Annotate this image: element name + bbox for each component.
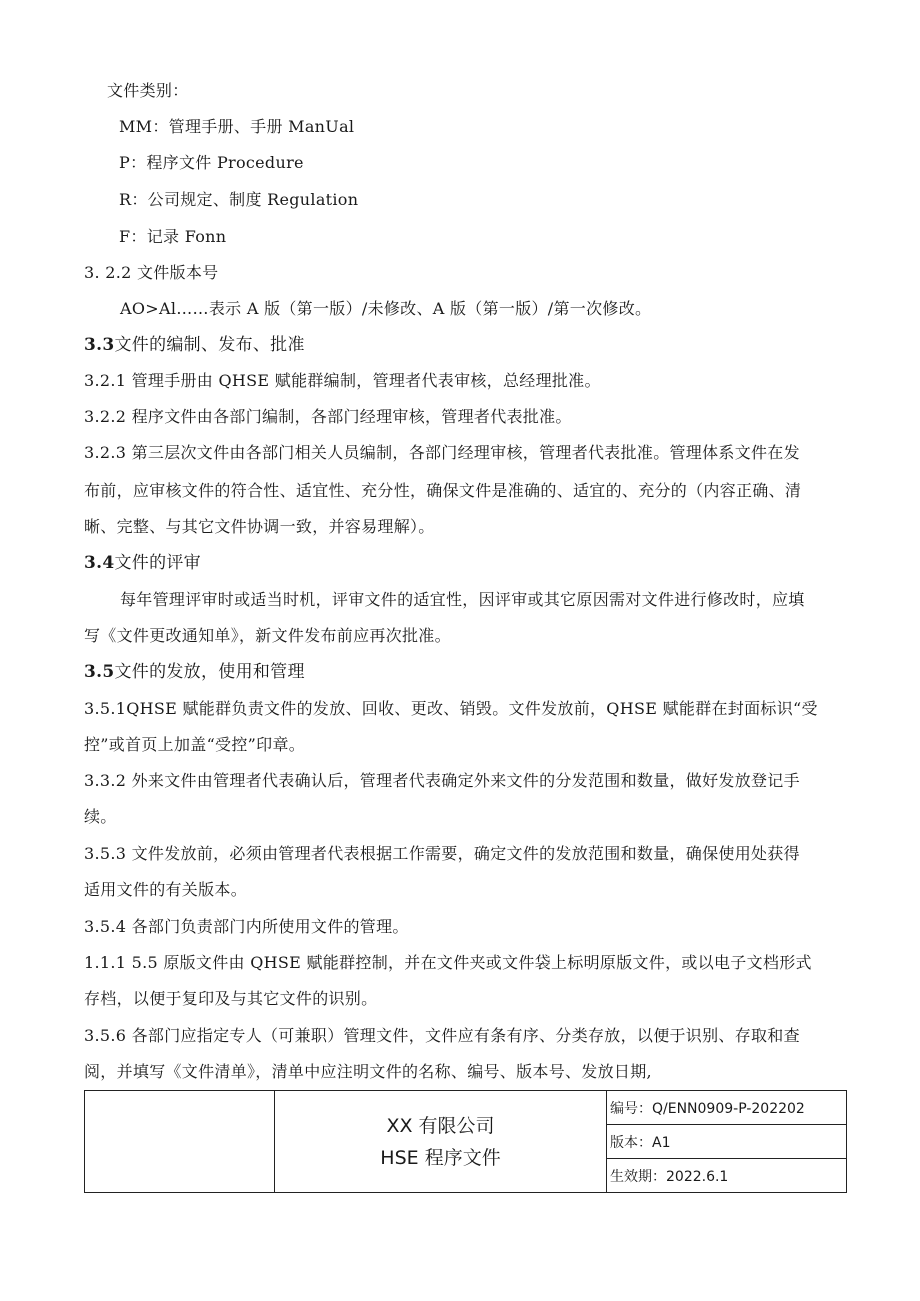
document-version: 版本：A1 — [607, 1125, 847, 1159]
para-3-2-3-line2: 布前，应审核文件的符合性、适宜性、充分性，确保文件是准确的、适宜的、充分的（内容正确、清 — [84, 481, 802, 500]
heading-number: 3.4 — [84, 553, 115, 573]
document-footer-table — [84, 1090, 847, 1193]
category-r: R：公司规定、制度 Regulation — [119, 190, 359, 209]
document-type: HSE 程序文件 — [380, 1146, 501, 1169]
category-p: P：程序文件 Procedure — [119, 153, 304, 172]
para-3-5-3-line1: 3.5.3 文件发放前，必须由管理者代表根据工作需要，确定文件的发放范围和数量，确保使用处获得 — [84, 844, 800, 863]
version-rule: AO>Al……表示 A 版（第一版）/未修改、A 版（第一版）/第一次修改。 — [120, 299, 652, 318]
document-number: 编号：Q/ENN0909-P-202202 — [607, 1091, 847, 1125]
para-3-5-6-line2: 阅，并填写《文件清单》，清单中应注明文件的名称、编号、版本号、发放日期, — [84, 1062, 652, 1081]
para-5-5-line2: 存档，以便于复印及与其它文件的识别。 — [84, 989, 378, 1008]
review-line2: 写《文件更改通知单》，新文件发布前应再次批准。 — [84, 626, 451, 645]
heading-text: 文件的编制、发布、批准 — [114, 335, 305, 355]
category-f: F：记录 Fonn — [119, 227, 227, 246]
heading-3-4 — [84, 553, 840, 573]
para-3-2-3-line1: 3.2.3 第三层次文件由各部门相关人员编制，各部门经理审核，管理者代表批准。管理体系文件在发 — [84, 443, 800, 462]
para-3-5-3-line2: 适用文件的有关版本。 — [84, 880, 248, 899]
para-3-5-6-line1: 3.5.6 各部门应指定专人（可兼职）管理文件，文件应有条有序、分类存放，以便于识别、存取和查 — [84, 1026, 800, 1045]
category-label: 文件类别： — [107, 81, 189, 100]
para-3-5-1-line2: 控”或首页上加盖“受控”印章。 — [84, 735, 306, 754]
heading-number: 3.5 — [84, 662, 115, 682]
heading-number: 3.3 — [84, 335, 115, 355]
company-name: XX 有限公司 — [386, 1114, 495, 1137]
heading-3-3 — [84, 335, 840, 355]
para-3-5-1-line1: 3.5.1QHSE 赋能群负责文件的发放、回收、更改、销毁。文件发放前，QHSE 赋能群在封面标识“受 — [84, 699, 818, 718]
para-3-3-2-line1: 3.3.2 外来文件由管理者代表确认后，管理者代表确定外来文件的分发范围和数量，做好发放登记手 — [84, 771, 800, 790]
para-3-3-2-line2: 续。 — [84, 807, 117, 826]
logo-cell — [85, 1091, 275, 1193]
review-line1: 每年管理评审时或适当时机，评审文件的适宜性，因评审或其它原因需对文件进行修改时，应填 — [120, 590, 805, 609]
para-5-5-line1: 1.1.1 5.5 原版文件由 QHSE 赋能群控制，并在文件夹或文件袋上标明原版文件，或以电子文档形式 — [84, 953, 812, 972]
para-3-2-1: 3.2.1 管理手册由 QHSE 赋能群编制，管理者代表审核，总经理批准。 — [84, 371, 601, 390]
para-3-2-2: 3.2.2 程序文件由各部门编制，各部门经理审核，管理者代表批准。 — [84, 407, 572, 426]
para-3-5-4: 3.5.4 各部门负责部门内所使用文件的管理。 — [84, 917, 409, 936]
heading-text: 文件的评审 — [114, 553, 201, 573]
heading-3-5 — [84, 662, 840, 682]
effective-date: 生效期：2022.6.1 — [607, 1159, 847, 1193]
category-mm: MM：管理手册、手册 ManUal — [119, 117, 355, 136]
section-3-2-2: 3. 2.2 文件版本号 — [84, 263, 219, 282]
title-cell — [275, 1091, 607, 1193]
para-3-2-3-line3: 晰、完整、与其它文件协调一致，并容易理解）。 — [84, 517, 435, 536]
heading-text: 文件的发放，使用和管理 — [114, 662, 305, 682]
